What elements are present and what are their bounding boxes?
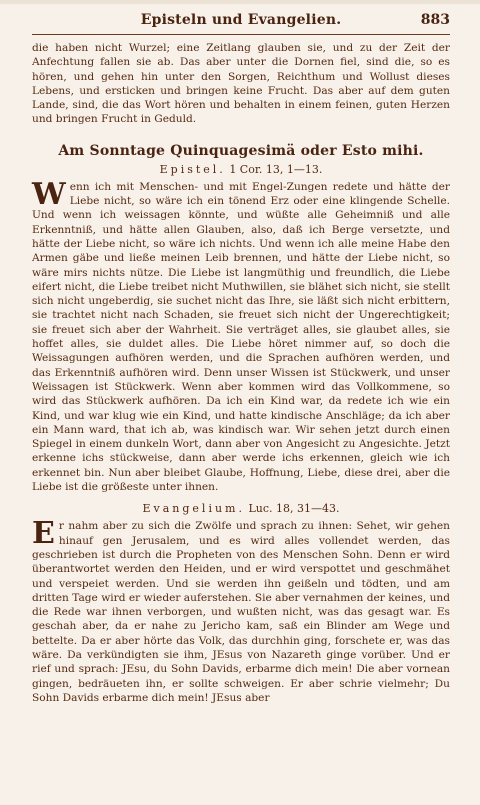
sunday-heading: Am Sonntage Quinquagesimä oder Esto mihi. — [58, 142, 424, 159]
epistle-reference: 1 Cor. 13, 1—13. — [229, 162, 323, 176]
gospel-dropcap: E — [32, 516, 55, 552]
gospel-text: r nahm aber zu sich die Zwölfe und sprach zu ihnen: Sehet, wir gehen hinauf gen Jerusalem, und es wird alles vollendet werden, das geschrieben ist durch die Propheten von des Menschen Sohn. Denn er wird überantwortet werden den Heiden, und er wird verspottet und geschmähet und verspeiet werden. Und sie werden ihn geißeln und tödten, und am dritten Tage wird er wieder auferstehen. Sie aber vernahmen der keines, und die Rede war ihnen verborgen, und wußten nicht, was das gesagt war. Es geschah aber, da er nahe zu Jericho kam, saß ein Blinder am Wege und bettelte. Da er aber hörte das Volk, das durchhin ging, forschete er, was das wäre. Da verkündigten sie ihm, JEsus von Nazareth ginge vorüber. Und er rief und sprach: JEsu, du Sohn Davids, erbarme dich mein! Die aber vornean gingen, bedräueten ihn, er sollte schweigen. Er aber schrie vielmehr; Du Sohn Davids erbarme dich mein! JEsus aber — [32, 520, 450, 704]
page-number: 883 — [420, 12, 450, 28]
gospel-reference: Luc. 18, 31—43. — [248, 502, 340, 516]
running-title: Episteln und Evangelien. — [140, 12, 342, 28]
epistle-dropcap: W — [32, 176, 66, 212]
gospel-paragraph — [32, 516, 450, 705]
gospel-heading — [32, 502, 450, 515]
running-header — [32, 0, 450, 35]
epistle-heading — [32, 163, 450, 176]
epistle-label: Epistel. — [159, 162, 226, 176]
epistle-paragraph — [32, 176, 450, 495]
gospel-label: Evangelium. — [142, 502, 245, 516]
epistle-text: enn ich mit Menschen- und mit Engel-Zungen redete und hätte der Liebe nicht, so wäre ich ein tönend Erz oder eine klingende Schelle. Und wenn ich weissagen könnte, und wüßte alle Geheimniß und alle Erkenntniß, und hätte allen Glauben, also, daß ich Berge versetzte, und hätte der Liebe nicht, so wäre ich nichts. Und wenn ich alle meine Habe den Armen gäbe und ließe meinen Leib brennen, und hätte der Liebe nicht, so wäre mirs nichts nütze. Die Liebe ist langmüthig und freundlich, die Liebe eifert nicht, die Liebe treibet nicht Muthwillen, sie blähet sich nicht, sie stellt sich nicht ungeberdig, sie suchet nicht das Ihre, sie läßt sich nicht erbittern, sie trachtet nicht nach Schaden, sie freuet sich nicht der Ungerechtigkeit; sie freuet sich aber der Wahrheit. Sie verträget alles, sie glaubet alles, sie hoffet alles, sie duldet alles. Die Liebe höret nimmer auf, so doch die Weissagungen aufhören werden, und die Sprachen aufhören werden, und das Erkenntniß aufhören wird. Denn unser Wissen ist Stückwerk, und unser Weissagen ist Stückwerk. Wenn aber kommen wird das Vollkommene, so wird das Stückwerk aufhören. Da ich ein Kind war, da redete ich wie ein Kind, und war klug wie ein Kind, und hatte kindische Anschläge; da ich aber ein Mann ward, that ich ab, was kindisch war. Wir sehen jetzt durch einen Spiegel in einem dunkeln Wort, dann aber von Angesicht zu Angesichte. Jetzt erkenne ichs stückweise, dann aber werde ichs erkennen, gleich wie ich erkennet bin. Nun aber bleibet Glaube, Hoffnung, Liebe, diese drei, aber die Liebe ist die größeste unter ihnen. — [32, 180, 450, 494]
intro-paragraph: die haben nicht Wurzel; eine Zeitlang glauben sie, und zu der Zeit der Anfechtung fallen sie ab. Das aber unter die Dornen fiel, sind die, so es hören, und gehen hin unter den Sorgen, Reichthum und Wollust dieses Lebens, und ersticken und bringen keine Frucht. Das aber auf dem guten Lande, sind, die das Wort hören und behalten in einem feinen, guten Herzen und bringen Frucht in Geduld. — [32, 42, 450, 126]
